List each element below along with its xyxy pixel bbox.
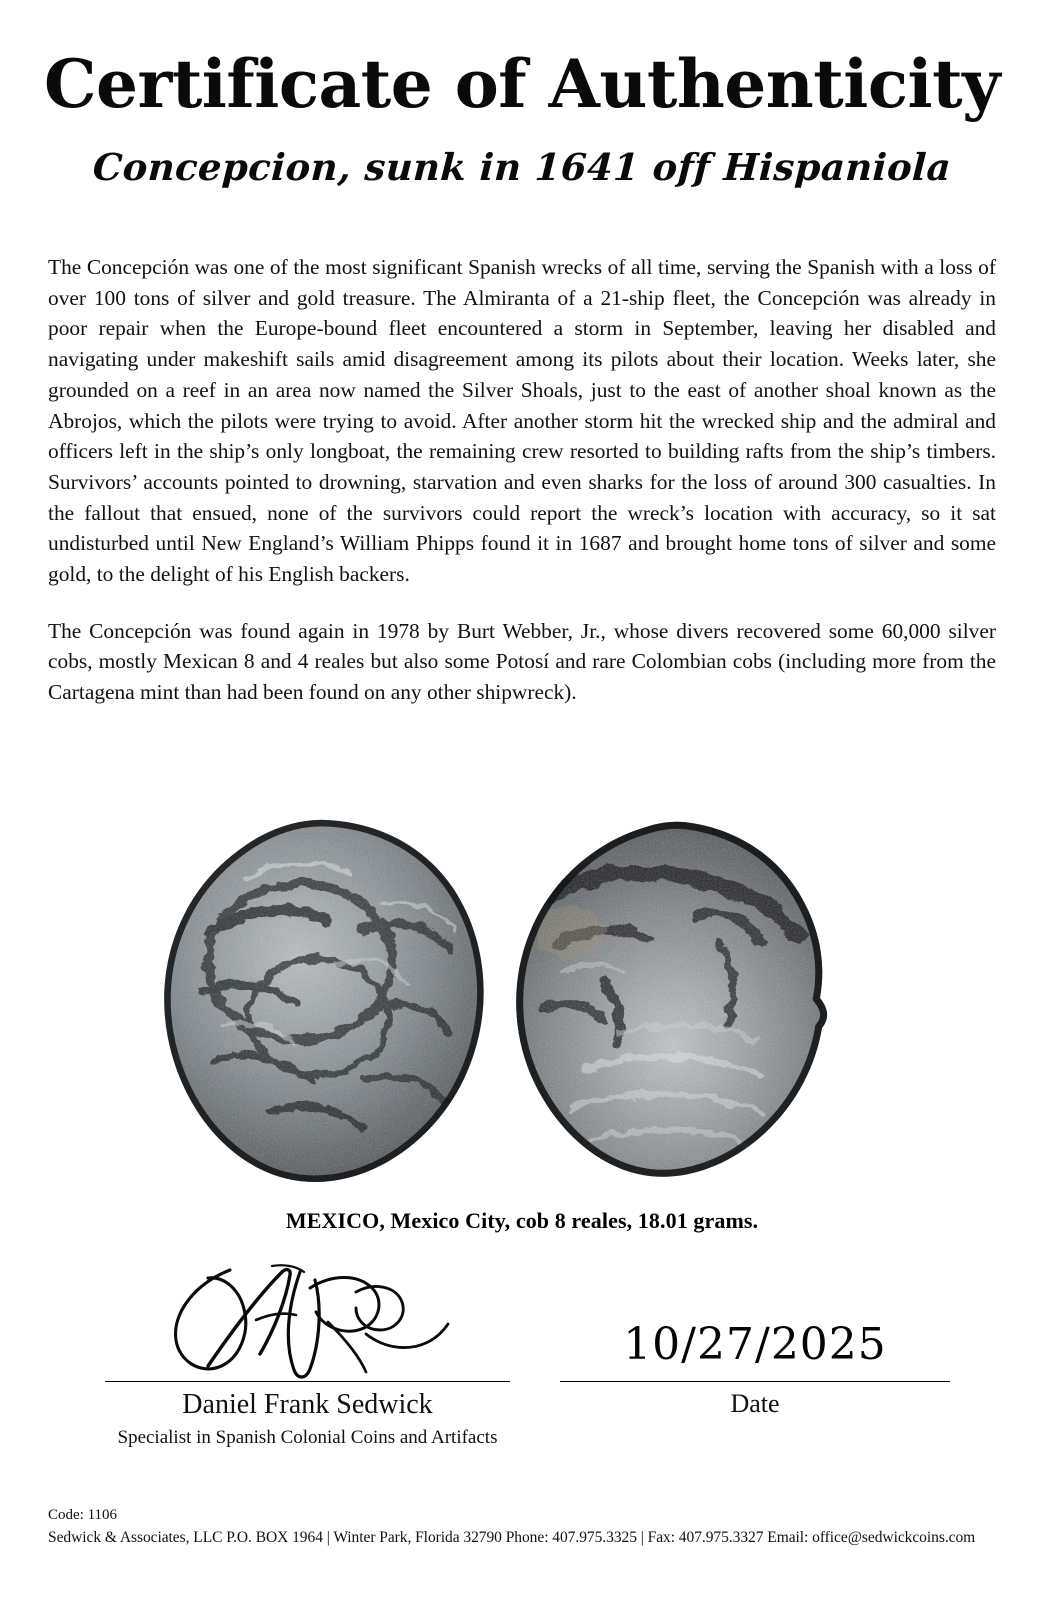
- coin-obverse-graphic: [150, 812, 505, 1190]
- coin-photographs: [0, 812, 1044, 1190]
- date-label: Date: [730, 1389, 780, 1418]
- coin-reverse-graphic: [498, 812, 848, 1190]
- signature-ink-graphic: [160, 1262, 460, 1382]
- page-subtitle: Concepcion, sunk in 1641 off Hispaniola: [91, 145, 953, 189]
- footer-address: Sedwick & Associates, LLC P.O. BOX 1964 | Winter Park, Florida 32790 Phone: 407.975.3325 | Fax: 407.975.3327 Email: office@sedwickcoins.com: [48, 1529, 976, 1546]
- paragraph-recovery: The Concepción was found again in 1978 by Burt Webber, Jr., whose divers recovered some 60,000 silver cobs, mostly Mexican 8 and 4 reales but also some Potosí and rare Colombian cobs (including more from the Cartagena mint than had been found on any other shipwreck).: [48, 618, 996, 705]
- paragraph-history: The Concepción was one of the most significant Spanish wrecks of all time, serving the Spanish with a loss of over 100 tons of silver and gold treasure. The Almiranta of a 21-ship fleet, the Concepción was already in poor repair when the Europe-bound fleet encountered a storm in September, leaving her disabled and navigating under makeshift sails amid disagreement among its pilots about their location. Weeks later, she grounded on a reef in an area now named the Silver Shoals, just to the east of another shoal known as the Abrojos, which the pilots were trying to avoid. After another storm hit the wrecked ship and the admiral and officers left in the ship’s only longboat, the remaining crew resorted to building rafts from the ship’s timbers. Survivors’ accounts pointed to drowning, starvation and even sharks for the loss of around 300 casualties. In the fallout that ensued, none of the survivors could report the wreck’s location with accuracy, so it sat undisturbed until New England’s William Phipps found it in 1687 and brought home tons of silver and some gold, to the delight of his English backers.: [48, 255, 996, 587]
- body-text: [48, 252, 996, 708]
- signatory-role: Specialist in Spanish Colonial Coins and Artifacts: [117, 1427, 498, 1448]
- signature-area: [0, 1262, 1044, 1482]
- coin-obverse-photo: [150, 812, 505, 1190]
- date-rule: [560, 1381, 950, 1382]
- footer: [48, 1504, 1008, 1550]
- signatory-name: Daniel Frank Sedwick: [182, 1389, 433, 1420]
- coin-caption: MEXICO, Mexico City, cob 8 reales, 18.01 grams.: [285, 1208, 759, 1233]
- issue-date-value: 10/27/2025: [623, 1319, 887, 1370]
- footer-code: Code: 1106: [48, 1507, 118, 1523]
- signature-rule: [105, 1381, 510, 1382]
- page-title: Certificate of Authenticity: [44, 45, 1000, 123]
- handwritten-signature: [160, 1262, 460, 1382]
- coin-reverse-photo: [498, 812, 848, 1190]
